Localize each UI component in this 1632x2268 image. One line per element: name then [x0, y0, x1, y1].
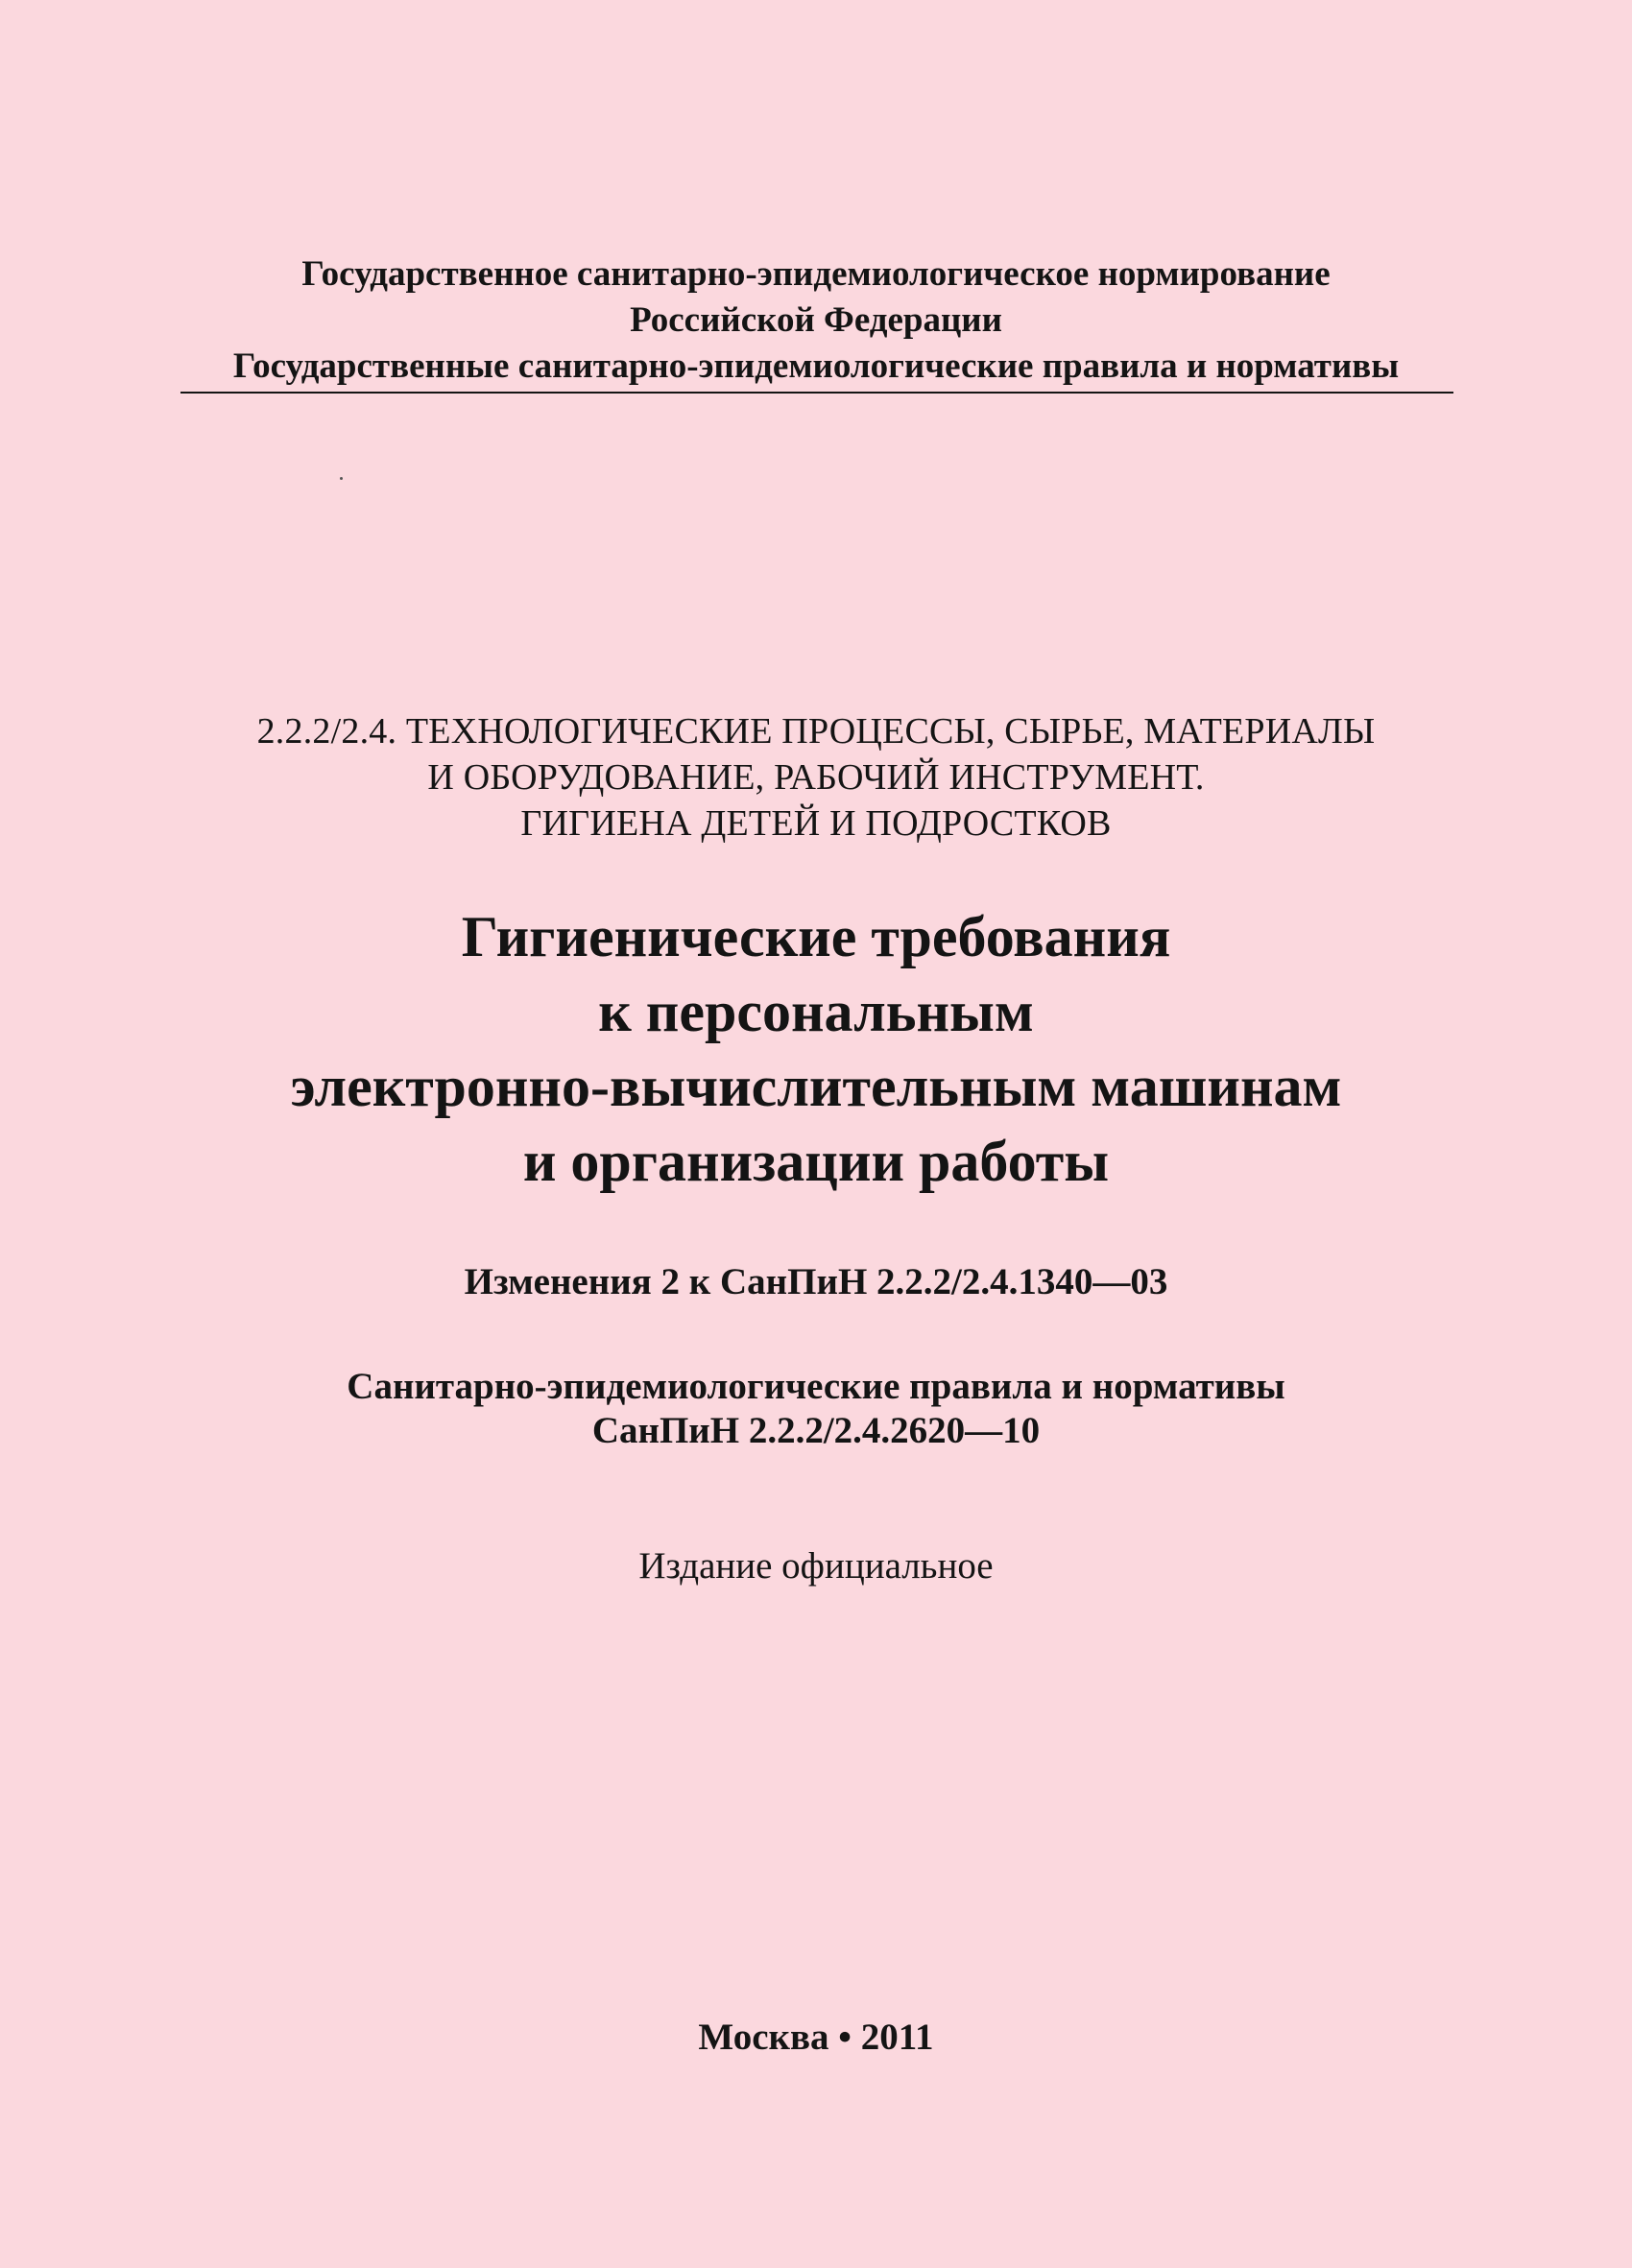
section-heading — [0, 708, 1632, 847]
issuing-authority-header — [0, 251, 1632, 390]
title-line-1: Гигиенические требования — [461, 905, 1171, 968]
imprint — [0, 2014, 1632, 2062]
header-line-2: Российской Федерации — [630, 300, 1002, 340]
header-divider — [180, 392, 1453, 394]
title-line-2: к персональным — [598, 980, 1034, 1043]
scan-speck — [340, 477, 343, 480]
section-line-3: ГИГИЕНА ДЕТЕЙ И ПОДРОСТКОВ — [520, 803, 1112, 844]
sanpin-designation — [0, 1365, 1632, 1453]
imprint-text: Москва • 2011 — [698, 2017, 934, 2058]
header-line-1: Государственное санитарно-эпидемиологическое нормирование — [301, 254, 1331, 294]
section-line-2: И ОБОРУДОВАНИЕ, РАБОЧИЙ ИНСТРУМЕНТ. — [427, 757, 1205, 798]
title-line-4: и организации работы — [522, 1130, 1110, 1193]
title-line-3: электронно-вычислительным машинам — [290, 1055, 1342, 1118]
sanpin-line-2: СанПиН 2.2.2/2.4.2620—10 — [591, 1410, 1041, 1451]
edition-text: Издание официальное — [638, 1545, 994, 1587]
document-title — [0, 899, 1632, 1199]
amendment-designation — [0, 1258, 1632, 1306]
amendment-text: Изменения 2 к СанПиН 2.2.2/2.4.1340—03 — [464, 1261, 1168, 1302]
section-line-1: 2.2.2/2.4. ТЕХНОЛОГИЧЕСКИЕ ПРОЦЕССЫ, СЫРЬЕ, МАТЕРИАЛЫ — [256, 711, 1376, 752]
sanpin-line-1: Санитарно-эпидемиологические правила и нормативы — [347, 1366, 1285, 1407]
header-line-3: Государственные санитарно-эпидемиологические правила и нормативы — [232, 346, 1400, 386]
edition-note — [0, 1543, 1632, 1589]
